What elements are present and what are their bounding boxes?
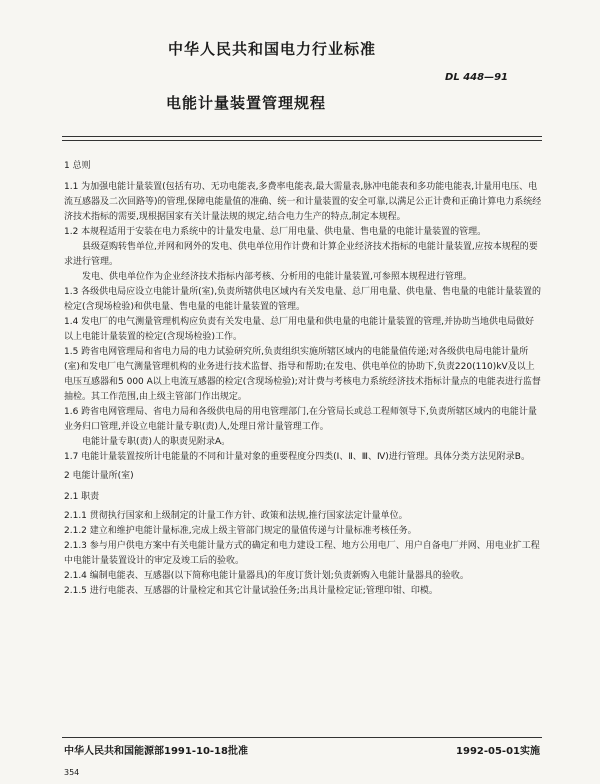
paragraph-2-1-2: 2.1.2 建立和维护电能计量标准,完成上级主管部门规定的量值传递与计量标准考核任务。 [64, 526, 417, 536]
paragraph-1-6b: 电能计量专职(责)人的职责见附录A。 [82, 437, 231, 447]
paragraph-1-2b: 县级趸购转售单位,并网和网外的发电、供电单位用作计费和计算企业经济技术指标的电能计量装置,应按本规程的要求进行管理。 [64, 242, 538, 267]
effective-date: 1992-05-01实施 [456, 746, 540, 757]
standard-code: DL 448—91 [445, 72, 508, 83]
paragraph-1-1: 1.1 为加强电能计量装置(包括有功、无功电能表,多费率电能表,最大需量表,脉冲电能表和多功能电能表,计量用电压、电流互感器及二次回路等)的管理,保障电能量值的准确、统一和计量装置的安全可靠,以满足公正计费和正确计算电力系统经济技术指标的需要,现根据国家有关计量法规的规定,结合电力生产的特点,制定本规程。 [64, 182, 542, 222]
page-number: 354 [64, 768, 80, 777]
header-rule [62, 136, 542, 137]
paragraph-1-2c: 发电、供电单位作为企业经济技术指标内部考核、分析用的电能计量装置,可参照本规程进行管理。 [82, 272, 472, 282]
paragraph-1-5: 1.5 跨省电网管理局和省电力局的电力试验研究所,负责组织实施所辖区域内的电能量值传递;对各级供电局电能计量所(室)和发电厂电气测量管理机构的业务进行技术监督、指导和帮助;在发电、供电单位的协助下,负责220(110)kV及以上电压互感器和5 000 A以上电流互感器的检定(含现场检验);对计费与考核电力系统经济技术指标计量点的电能表进行监督抽检。其工作范围,由上级主管部门作出规定。 [64, 347, 541, 402]
paragraph-1-3: 1.3 各级供电局应设立电能计量所(室),负责所辖供电区域内有关发电量、总厂用电量、供电量、售电量的电能计量装置的检定(含现场检验)和供电量、售电量的电能计量装置的管理。 [64, 287, 542, 312]
document-title: 电能计量装置管理规程 [166, 94, 327, 112]
footer-rule [62, 737, 542, 738]
approval-line: 中华人民共和国能源部1991-10-18批准 [64, 746, 248, 757]
paragraph-1-4: 1.4 发电厂的电气测量管理机构应负责有关发电量、总厂用电量和供电量的电能计量装置的管理,并协助当地供电局做好以上电能计量装置的检定(含现场检验)工作。 [64, 317, 535, 342]
paragraph-2-1-3: 2.1.3 参与用户供电方案中有关电能计量方式的确定和电力建设工程、地方公用电厂、用户自备电厂并网、用电业扩工程中电能计量装置设计的审定及竣工后的验收。 [64, 541, 540, 566]
subsection-heading-2-1: 2.1 职责 [64, 492, 100, 502]
section-heading-2: 2 电能计量所(室) [64, 471, 134, 481]
header-rule-secondary [62, 140, 542, 141]
paragraph-1-2: 1.2 本规程适用于安装在电力系统中的计量发电量、总厂用电量、供电量、售电量的电能计量装置的管理。 [64, 227, 487, 237]
document-body [64, 155, 542, 599]
paragraph-2-1-1: 2.1.1 贯彻执行国家和上级制定的计量工作方针、政策和法规,推行国家法定计量单位。 [64, 511, 408, 521]
standard-name: 中华人民共和国电力行业标准 [168, 40, 377, 58]
paragraph-2-1-5: 2.1.5 进行电能表、互感器的计量检定和其它计量试验任务;出具计量检定证;管理印钳、印模。 [64, 586, 438, 596]
paragraph-1-7: 1.7 电能计量装置按所计电能量的不同和计量对象的重要程度分四类(Ⅰ、Ⅱ、Ⅲ、Ⅳ)进行管理。具体分类方法见附录B。 [64, 452, 530, 462]
section-heading-1: 1 总则 [64, 161, 91, 171]
paragraph-1-6: 1.6 跨省电网管理局、省电力局和各级供电局的用电管理部门,在分管局长或总工程师领导下,负责所辖区域内的电能计量业务归口管理,并设立电能计量专职(责)人,处理日常计量管理工作。 [64, 407, 537, 432]
paragraph-2-1-4: 2.1.4 编制电能表、互感器(以下简称电能计量器具)的年度订货计划;负责新购入电能计量器具的验收。 [64, 571, 469, 581]
